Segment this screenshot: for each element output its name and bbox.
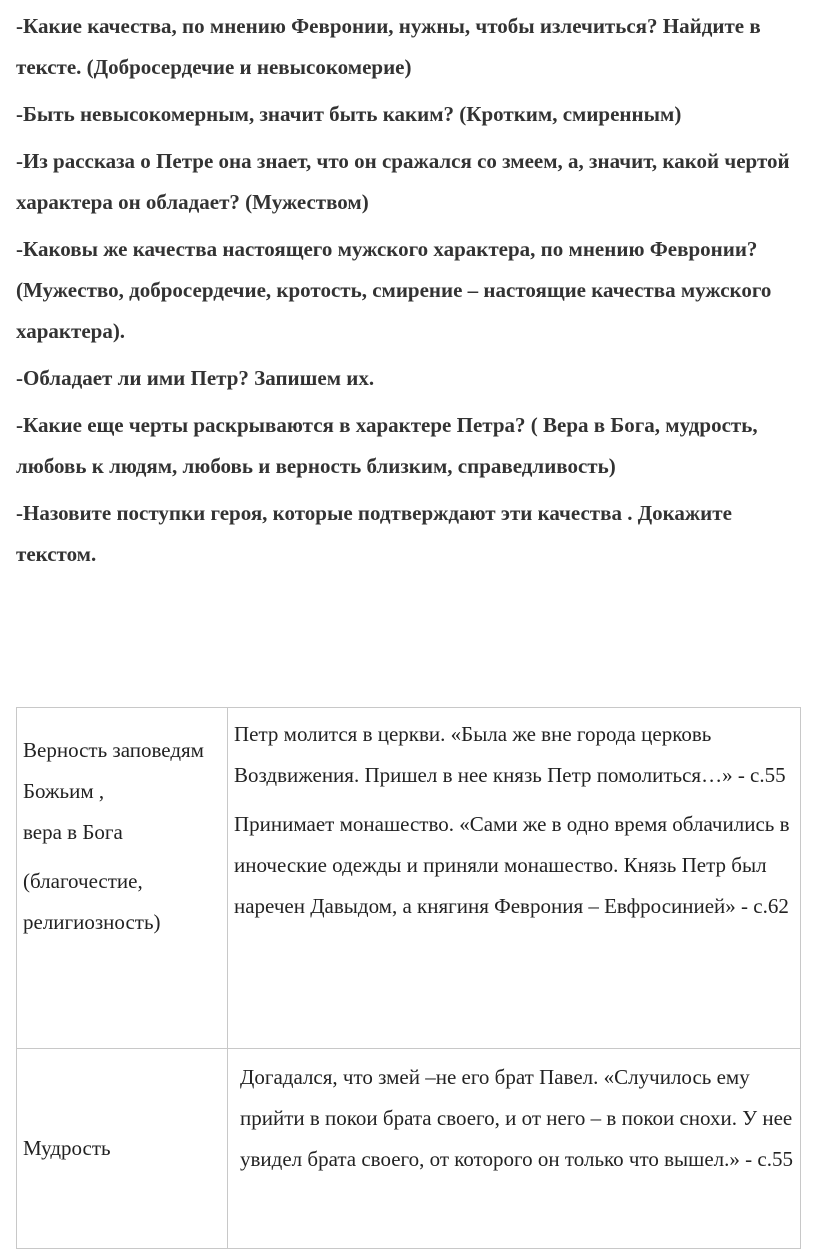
quality-text: Верность заповедям Божьим , [23,738,204,803]
question-2: -Быть невысокомерным, значит быть каким? (Кротким, смиренным) [16,102,682,126]
question-3: -Из рассказа о Петре она знает, что он сражался со змеем, а, значит, какой чертой характера он обладает? (Мужеством) [16,149,790,214]
evidence-cell [228,1049,801,1249]
quality-text: Мудрость [23,1136,111,1160]
qualities-table [16,707,801,1249]
evidence-cell [228,708,801,1049]
question-6: -Какие еще черты раскрываются в характере Петра? ( Вера в Бога, мудрость, любовь к людям, любовь и верность близким, справедливость) [16,413,758,478]
question-1: -Какие качества, по мнению Февронии, нужны, чтобы излечиться? Найдите в тексте. (Добросердечие и невысокомерие) [16,14,761,79]
quality-text: (благочестие, религиозность) [23,869,161,934]
quality-cell [17,708,228,1049]
quality-cell [17,1049,228,1249]
questions-section [16,6,806,581]
quality-text: вера в Бога [23,820,123,844]
question-7: -Назовите поступки героя, которые подтверждают эти качества . Докажите текстом. [16,501,732,566]
table-row [17,1049,801,1249]
question-5: -Обладает ли ими Петр? Запишем их. [16,366,375,390]
evidence-text: Петр молится в церкви. «Была же вне города церковь Воздвижения. Пришел в нее князь Петр помолиться…» - с.55 [234,722,786,787]
evidence-text: Догадался, что змей –не его брат Павел. «Случилось ему прийти в покои брата своего, и от него – в покои снохи. У нее увидел брата своего, от которого он только что вышел.» - с.55 [240,1065,793,1171]
evidence-text: Принимает монашество. «Сами же в одно время облачились в иноческие одежды и приняли монашество. Князь Петр был наречен Давыдом, а княгиня Феврония – Евфросинией» - с.62 [234,812,790,918]
question-4: -Каковы же качества настоящего мужского характера, по мнению Февронии? (Мужество, добросердечие, кротость, смирение – настоящие качества мужского характера). [16,237,772,343]
table-row [17,708,801,1049]
